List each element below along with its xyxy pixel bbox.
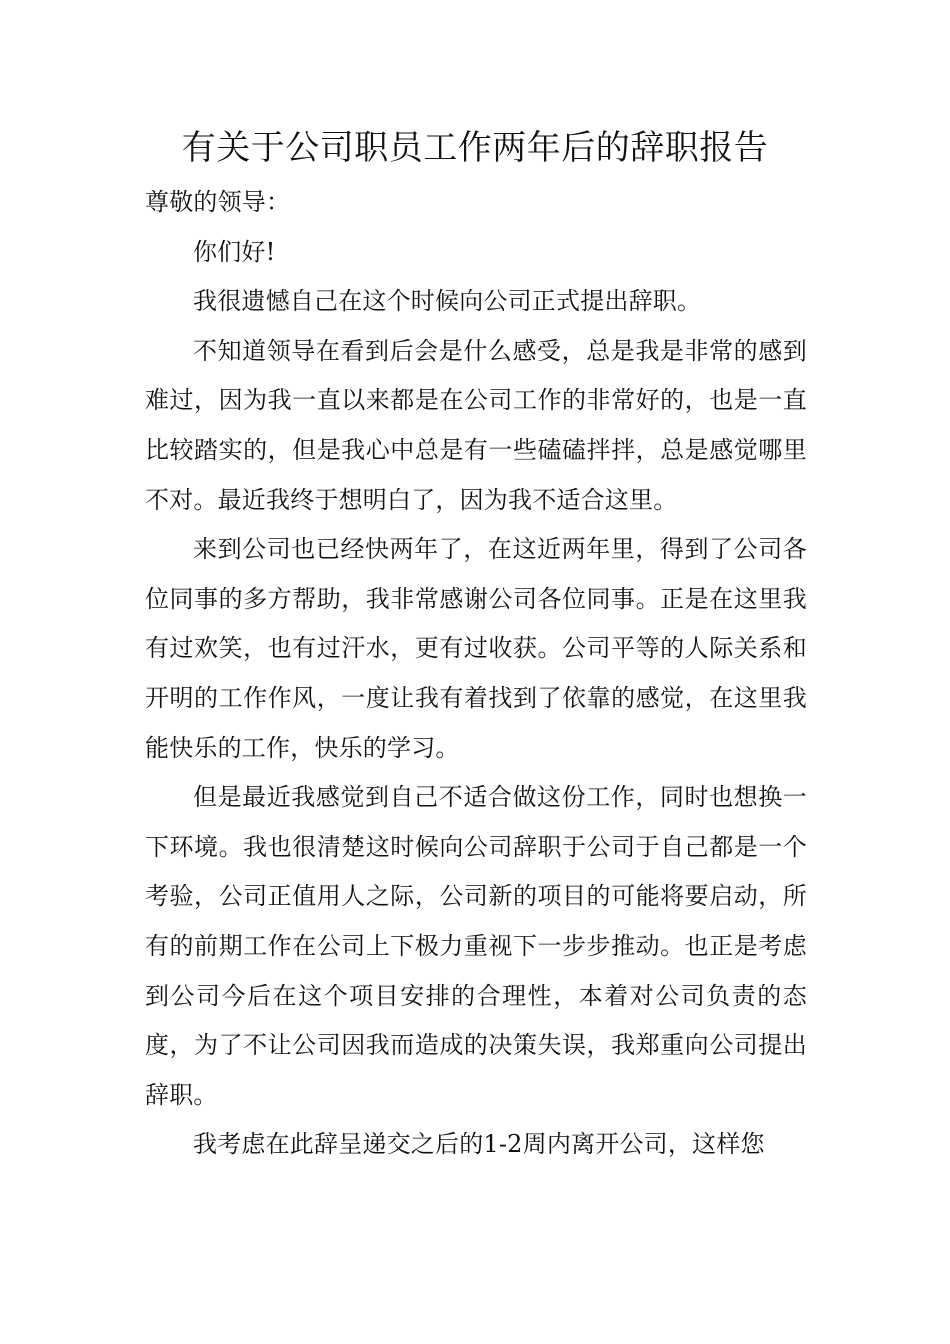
paragraph-gratitude: 来到公司也已经快两年了，在这近两年里，得到了公司各位同事的多方帮助，我非常感谢公司各位同事。正是在这里我有过欢笑，也有过汗水，更有过收获。公司平等的人际关系和开明的工作作风，一度让我有着找到了依靠的感觉，在这里我能快乐的工作，快乐的学习。 — [145, 535, 807, 762]
document-body — [145, 178, 807, 1170]
paragraph-feelings: 不知道领导在看到后会是什么感受，总是我是非常的感到难过，因为我一直以来都是在公司工作的非常好的，也是一直比较踏实的，但是我心中总是有一些磕磕拌拌，总是感觉哪里不对。最近我终于想明白了，因为我不适合这里。 — [145, 336, 807, 514]
salutation: 尊敬的领导： — [145, 188, 291, 216]
paragraph-greeting: 你们好! — [193, 237, 276, 266]
paragraph-departure-plan: 我考虑在此辞呈递交之后的1-2周内离开公司，这样您 — [193, 1130, 765, 1159]
paragraph-reasons: 但是最近我感觉到自己不适合做这份工作，同时也想换一下环境。我也很清楚这时候向公司辞职于公司于自己都是一个考验，公司正值用人之际，公司新的项目的可能将要启动，所有的前期工作在公司上下极力重视下一步步推动。也正是考虑到公司今后在这个项目安排的合理性，本着对公司负责的态度，为了不让公司因我而造成的决策失误，我郑重向公司提出辞职。 — [145, 783, 807, 1109]
paragraph-resignation-statement: 我很遗憾自己在这个时候向公司正式提出辞职。 — [193, 287, 702, 316]
document-title: 有关于公司职员工作两年后的辞职报告 — [181, 128, 769, 168]
